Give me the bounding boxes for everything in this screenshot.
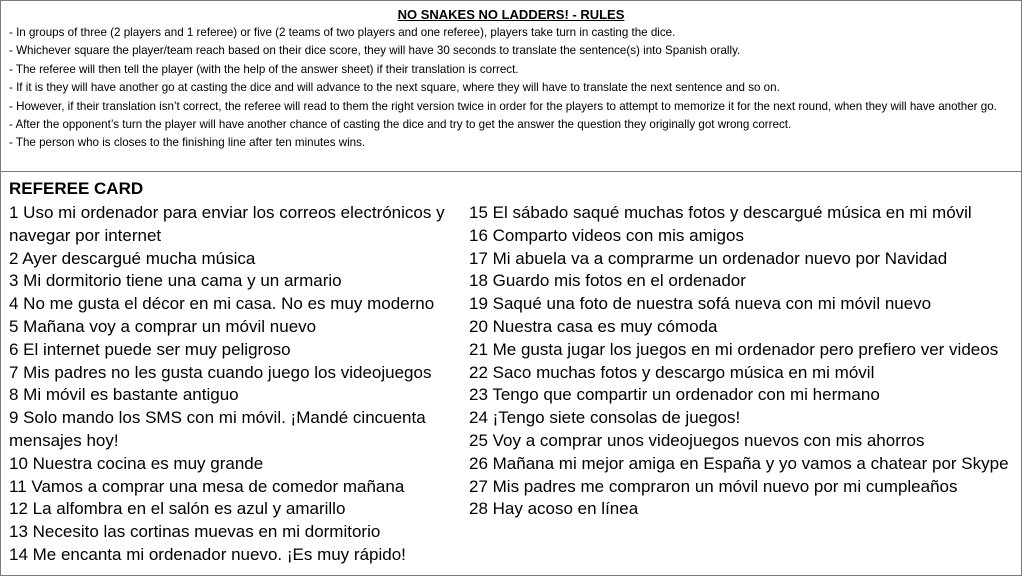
right-sentence-list xyxy=(469,202,1017,521)
sentence-item: 6 El internet puede ser muy peligroso xyxy=(9,339,291,359)
sentence-item: 1 Uso mi ordenador para enviar los correos electrónicos y navegar por internet xyxy=(9,203,445,245)
sentence-item: 3 Mi dormitorio tiene una cama y un armario xyxy=(9,271,342,291)
sentence-item: 25 Voy a comprar unos videojuegos nuevos con mis ahorros xyxy=(469,430,925,450)
sentence-item: 19 Saqué una foto de nuestra sofá nueva con mi móvil nuevo xyxy=(469,294,932,314)
sentence-item: 28 Hay acoso en línea xyxy=(469,499,639,519)
sentence-item: 9 Solo mando los SMS con mi móvil. ¡Mandé cincuenta mensajes hoy! xyxy=(9,408,426,450)
sentence-item: 18 Guardo mis fotos en el ordenador xyxy=(469,271,746,291)
rules-title: NO SNAKES NO LADDERS! - RULES xyxy=(397,7,625,22)
sentence-item: 22 Saco muchas fotos y descargo música en mi móvil xyxy=(469,362,875,382)
rule-line: - After the opponent’s turn the player will have another chance of casting the dice and try to get the answer the question they originally got wrong correct. xyxy=(9,118,792,132)
sentence-item: 27 Mis padres me compraron un móvil nuevo por mi cumpleaños xyxy=(469,476,958,496)
rule-line: - In groups of three (2 players and 1 referee) or five (2 teams of two players and one referee), players take turn in casting the dice. xyxy=(9,26,676,39)
sentence-item: 17 Mi abuela va a comprarme un ordenador nuevo por Navidad xyxy=(469,248,948,268)
rule-line: - Whichever square the player/team reach based on their dice score, they will have 30 seconds to translate the sentence(s) into Spanish orally. xyxy=(9,44,741,58)
sentence-item: 20 Nuestra casa es muy cómoda xyxy=(469,316,718,336)
sentence-item: 4 No me gusta el décor en mi casa. No es muy moderno xyxy=(9,294,435,314)
sentence-item: 26 Mañana mi mejor amiga en España y yo vamos a chatear por Skype xyxy=(469,453,1009,473)
sentence-item: 11 Vamos a comprar una mesa de comedor mañana xyxy=(9,476,405,496)
sentence-item: 2 Ayer descargué mucha música xyxy=(9,248,256,268)
rules-box xyxy=(0,0,1022,172)
sentence-item: 21 Me gusta jugar los juegos en mi ordenador pero prefiero ver videos xyxy=(469,339,999,359)
sentence-item: 15 El sábado saqué muchas fotos y descargué música en mi móvil xyxy=(469,203,972,222)
sentence-item: 7 Mis padres no les gusta cuando juego los videojuegos xyxy=(9,362,432,382)
sentence-item: 10 Nuestra cocina es muy grande xyxy=(9,453,264,473)
sentence-item: 12 La alfombra en el salón es azul y amarillo xyxy=(9,499,346,519)
left-sentence-list xyxy=(9,202,461,567)
sentence-item: 16 Comparto videos con mis amigos xyxy=(469,225,744,245)
card-title: REFEREE CARD xyxy=(9,179,144,198)
sentence-item: 5 Mañana voy a comprar un móvil nuevo xyxy=(9,316,317,336)
sentence-item: 23 Tengo que compartir un ordenador con mi hermano xyxy=(469,385,880,405)
rule-line: - The person who is closes to the finishing line after ten minutes wins. xyxy=(9,136,366,150)
sentence-item: 13 Necesito las cortinas muevas en mi dormitorio xyxy=(9,522,381,542)
rule-line: - The referee will then tell the player (with the help of the answer sheet) if their translation is correct. xyxy=(9,62,519,76)
referee-card xyxy=(0,172,1022,576)
rule-line: - If it is they will have another go at casting the dice and will advance to the next square, where they will have to translate the next sentence and so on. xyxy=(9,81,780,95)
sentence-item: 24 ¡Tengo siete consolas de juegos! xyxy=(469,408,741,428)
sentence-item: 14 Me encanta mi ordenador nuevo. ¡Es muy rápido! xyxy=(9,544,406,564)
rule-line: - However, if their translation isn’t correct, the referee will read to them the right version twice in order for the players to attempt to memorize it for the next round, when they will have another go. xyxy=(9,99,997,113)
sentence-item: 8 Mi móvil es bastante antiguo xyxy=(9,385,239,405)
